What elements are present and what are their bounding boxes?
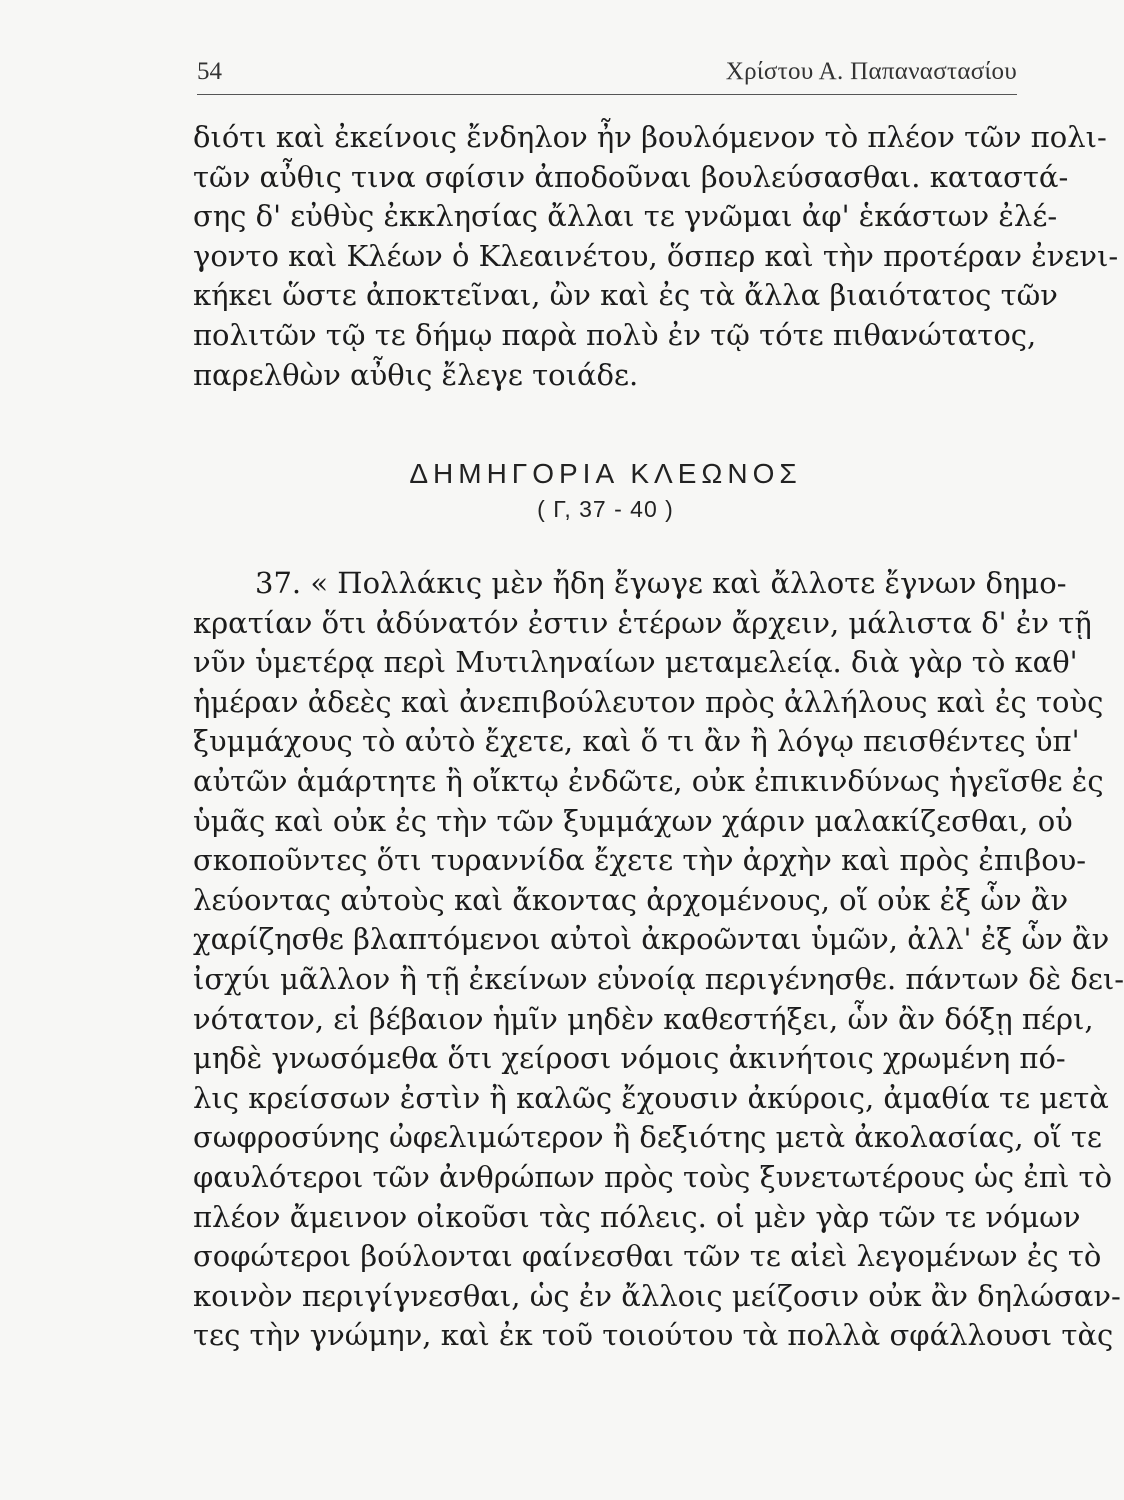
text-line: ξυμμάχους τὸ αὐτὸ ἔχετε, καὶ ὅ τι ἂν ἢ λόγῳ πεισθέντες ὑπ' — [193, 724, 1080, 759]
text-line: σωφροσύνης ὠφελιμώτερον ἢ δεξιότης μετὰ ἀκολασίας, οἵ τε — [193, 1120, 1102, 1155]
text-line: ὑμᾶς καὶ οὐκ ἐς τὴν τῶν ξυμμάχων χάριν μαλακίζεσθαι, οὐ — [193, 803, 1073, 838]
text-line: σοφώτεροι βούλονται φαίνεσθαι τῶν τε αἰεὶ λεγομένων ἐς τὸ — [193, 1239, 1102, 1274]
text-line: διότι καὶ ἐκείνοις ἔνδηλον ἦν βουλόμενον τὸ πλέον τῶν πολι- — [193, 120, 1107, 154]
text-line: σης δ' εὐθὺς ἐκκλησίας ἄλλαι τε γνῶμαι ἀφ' ἑκάστων ἐλέ- — [193, 199, 1058, 234]
text-line: μηδὲ γνωσόμεθα ὅτι χείροσι νόμοις ἀκινήτοις χρωμένη πό- — [193, 1041, 1066, 1076]
speech-paragraph — [193, 564, 1124, 1356]
text-line: χαρίζησθε βλαπτόμενοι αὐτοὶ ἀκροῶνται ὑμῶν, ἀλλ' ἐξ ὧν ἂν — [193, 922, 1110, 957]
text-line: λεύοντας αὐτοὺς καὶ ἄκοντας ἀρχομένους, οἵ οὐκ ἐξ ὧν ἂν — [193, 882, 1069, 917]
section-reference: ( Γ, 37 - 40 ) — [537, 496, 674, 522]
text-line: λις κρείσσων ἐστὶν ἢ καλῶς ἔχουσιν ἀκύροις, ἀμαθία τε μετὰ — [193, 1080, 1109, 1115]
text-line: πολιτῶν τῷ τε δήμῳ παρὰ πολὺ ἐν τῷ τότε πιθανώτατος, — [193, 317, 1037, 352]
text-line: σκοποῦντες ὅτι τυραννίδα ἔχετε τὴν ἀρχὴν καὶ πρὸς ἐπιβου- — [193, 843, 1087, 878]
text-line: τες τὴν γνώμην, καὶ ἐκ τοῦ τοιούτου τὰ πολλὰ σφάλλουσι τὰς — [193, 1318, 1114, 1353]
page-number: 54 — [197, 58, 222, 85]
intro-paragraph — [193, 118, 1119, 395]
running-title: Χρίστου Α. Παπαναστασίου — [725, 58, 1017, 85]
text-line: παρελθὼν αὖθις ἔλεγε τοιάδε. — [193, 357, 639, 392]
text-line: τῶν αὖθις τινα σφίσιν ἀποδοῦναι βουλεύσασθαι. καταστά- — [193, 159, 1069, 194]
text-line: κοινὸν περιγίγνεσθαι, ὡς ἐν ἄλλοις μείζοσιν οὐκ ἂν δηλώσαν- — [193, 1278, 1121, 1313]
header-rule — [197, 94, 1017, 95]
text-line: 37. « Πολλάκις μὲν ἤδη ἔγωγε καὶ ἄλλοτε ἔγνων δημο- — [255, 566, 1067, 600]
text-line: κρατίαν ὅτι ἀδύνατόν ἐστιν ἑτέρων ἄρχειν, μάλιστα δ' ἐν τῇ — [193, 605, 1092, 640]
text-line: κήκει ὥστε ἀποκτεῖναι, ὢν καὶ ἐς τὰ ἄλλα βιαιότατος τῶν — [193, 278, 1058, 313]
text-line: πλέον ἄμεινον οἰκοῦσι τὰς πόλεις. οἱ μὲν γὰρ τῶν τε νόμων — [193, 1199, 1081, 1234]
text-line: φαυλότεροι τῶν ἀνθρώπων πρὸς τοὺς ξυνετωτέρους ὡς ἐπὶ τὸ — [193, 1159, 1113, 1194]
running-head — [197, 52, 1017, 92]
text-line: ἡμέραν ἀδεὲς καὶ ἀνεπιβούλευτον πρὸς ἀλλήλους καὶ ἐς τοὺς — [193, 684, 1104, 719]
text-line: νότατον, εἰ βέβαιον ἡμῖν μηδὲν καθεστήξει, ὧν ἂν δόξῃ πέρι, — [193, 1001, 1094, 1036]
text-line: γοντο καὶ Κλέων ὁ Κλεαινέτου, ὅσπερ καὶ τὴν προτέραν ἐνενι- — [193, 238, 1119, 273]
text-line: ἰσχύι μᾶλλον ἢ τῇ ἐκείνων εὐνοίᾳ περιγένησθε. πάντων δὲ δει- — [193, 961, 1124, 996]
text-line: αὐτῶν ἁμάρτητε ἢ οἴκτῳ ἐνδῶτε, οὐκ ἐπικινδύνως ἡγεῖσθε ἐς — [193, 763, 1104, 798]
section-title: ΔΗΜΗΓΟΡΙΑ ΚΛΕΩΝΟΣ — [409, 458, 802, 489]
text-line: νῦν ὑμετέρᾳ περὶ Μυτιληναίων μεταμελείᾳ. διὰ γὰρ τὸ καθ' — [193, 645, 1078, 680]
